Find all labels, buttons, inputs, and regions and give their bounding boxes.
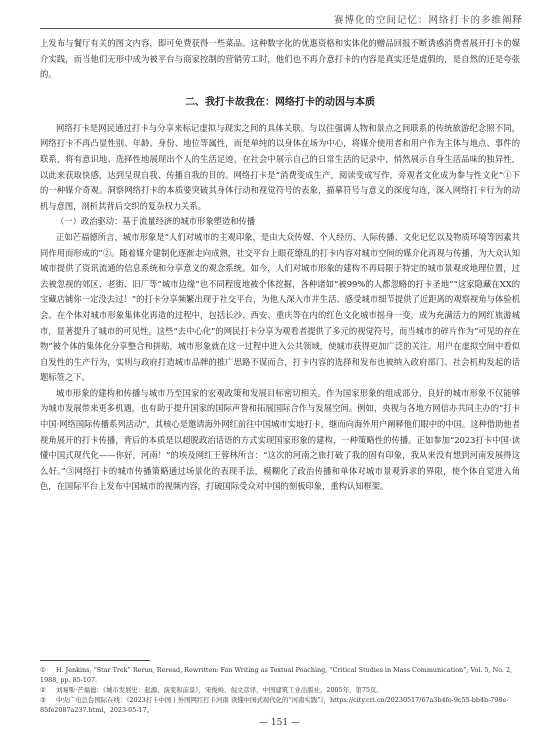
footnote-mark: ③ bbox=[40, 696, 46, 704]
running-header: 赛博化的空间记忆：网络打卡的多维阐释 bbox=[333, 15, 523, 26]
footnote bbox=[40, 695, 520, 715]
header-rule bbox=[40, 28, 520, 29]
body-text bbox=[40, 36, 520, 495]
footnote-text: 中央广电总台国际在线：《2023打卡中国丨外国网红打卡河南 读懂中国式现代化的“河南实践”》，https://city.cri.cn/20230517/67a3b4fe-9c55-bb4b-798e-85fe2087a237.html，2023-05-17。 bbox=[40, 696, 509, 714]
footnote-mark: ② bbox=[40, 686, 46, 694]
page-number: — 151 — bbox=[259, 718, 300, 728]
footnote-mark: ① bbox=[40, 666, 46, 674]
intro-paragraph: 上发布与餐厅有关的图文内容，即可免费获得一些菜品。这种数字化的优惠资格和实体化的赠品回报不断诱惑消费者展开打卡的媒介实践，而当他们无形中成为被平台与商家控制的营销劳工时，他们也不再介意打卡的内容是真实还是虚假的，是自然的还是夸张的。 bbox=[40, 38, 520, 80]
footnotes bbox=[40, 665, 520, 715]
section-title: 二、我打卡故我在：网络打卡的动因与本质 bbox=[185, 96, 375, 108]
subsection-paragraph: 正如芒福德所言，城市形象是“人们对城市的主观印象，是由大众传媒、个人经历、人际传播、文化记忆以及物质环境等因素共同作用而形成的”②。随着媒介建制化逐渐走向成熟，社交平台上眼花缭乱的打卡内容对城市空间的媒介化再现与传播，为大众认知城市提供了资讯流通的信息系统和分享意义的观念系统。如今，人们对城市形象的建构不再局限于特定的城市景观或地理位置，过去被忽视的郊区、老街、旧厂等“城市边缘”也不同程度地被个体挖掘，各种诸如“被99%的人都忽略的打卡圣地”“这家隐藏在XX的宝藏店铺你一定没去过！”的打卡分享频繁出现于社交平台，为他人深入市井生活、感受城市细节提供了近距离的观察视角与体验机会。在个体对城市形象集体化再造的过程中，包括长沙、西安、重庆等在内的红色文化城市摇身一变，成为充满活力的网红旅游城市，显著提升了城市的可见性。这些“去中心化”的网民打卡分享为观看者提供了多元的视觉符号，而当城市的碎片作为“可见的存在物”被个体的集体化分享整合和拼贴，城市形象就在这一过程中进入公共领域，使城市获得更加广泛的关注。用户在虚拟空间中看似自发性的生产行为，实则与政府打造城市品牌的推广思路不谋而合，打卡内容的选择和发布也被纳入政府部门、社会机构发起的话题标签之下。 bbox=[40, 231, 520, 383]
subsection-heading: （一）政治驱动：基于流量经济的城市形象塑造和传播 bbox=[56, 216, 256, 227]
footnote-rule bbox=[40, 660, 150, 661]
footnote-text: H. Jenkins, “Star Trek” Rerun, Reread, Rewritten: Fan Writing as Textual Poaching, “Critical Studies in Mass Communication”, Vol. 5, No. 2, 1988, pp. 85-107. bbox=[40, 666, 513, 684]
footnote bbox=[40, 665, 520, 685]
section-paragraph: 网络打卡是网民通过打卡与分享来标记虚拟与现实之间的具体关联。与以往强调人物和景点之间联系的传统旅游纪念照不同，网络打卡不再凸显性别、年龄、身份、地位等属性，而是单纯的以身体在场为中心，将媒介使用者和用户作为主体与地点、事件的联系，将有意识地、选择性地展现出个人的生活足迹，在社会中展示自己的日常生活的记录中，悄然展示自身生活品味的独异性，以此来获取快感，达到呈现自我、传播自我的目的。网络打卡是“消费变成生产，阅读变成写作，旁观者文化成为参与性文化”①下的一种媒介奇观。洞察网络打卡的本质要突破其身体行动和视觉符号的表象，描摹符号与意义的深度勾连，深入网络打卡行为的动机与意图，剖析其背后交织的复杂权力关系。 bbox=[40, 122, 520, 211]
footnote-text: 刘易斯·芒福德：《城市发展史：起源、演变和前景》，宋俊岭、倪文彦译，中国建筑工业出版社，2005年，第75页。 bbox=[56, 686, 383, 694]
footnote bbox=[40, 685, 520, 695]
subsection-paragraph: 城市形象的建构和传播与城市乃至国家的宏观政策和发展目标密切相关。作为国家形象的组成部分，良好的城市形象不仅能够为城市发展带来更多机遇，也有助于提升国家的国际声誉和拓展国际合作与发展空间。例如，央视与各地方网信办共同主办的“打卡中国·网络国际传播系列活动”，其核心是邀请海外网红前往中国城市实地打卡，继而向海外用户阐释他们眼中的中国。这种借助他者视角展开的打卡传播，背后的本质是以超脱政治话语的方式实现国家形象的建构，一种策略性的传播。正如参加“2023打卡中国·读懂中国式现代化——你好，河南！”的埃及网红王蓉林所言：“这次的河南之旅打破了我的固有印象，我从来没有想到河南发展得这么好。”③网络打卡的城市传播策略通过场景化的表现手法，模糊化了政治传播和单体对城市景观诉求的界限，使个体自觉进入角色，在国际平台上发布中国城市的视频内容，打破国际受众对中国的刻板印象，重构认知框架。 bbox=[40, 387, 520, 492]
